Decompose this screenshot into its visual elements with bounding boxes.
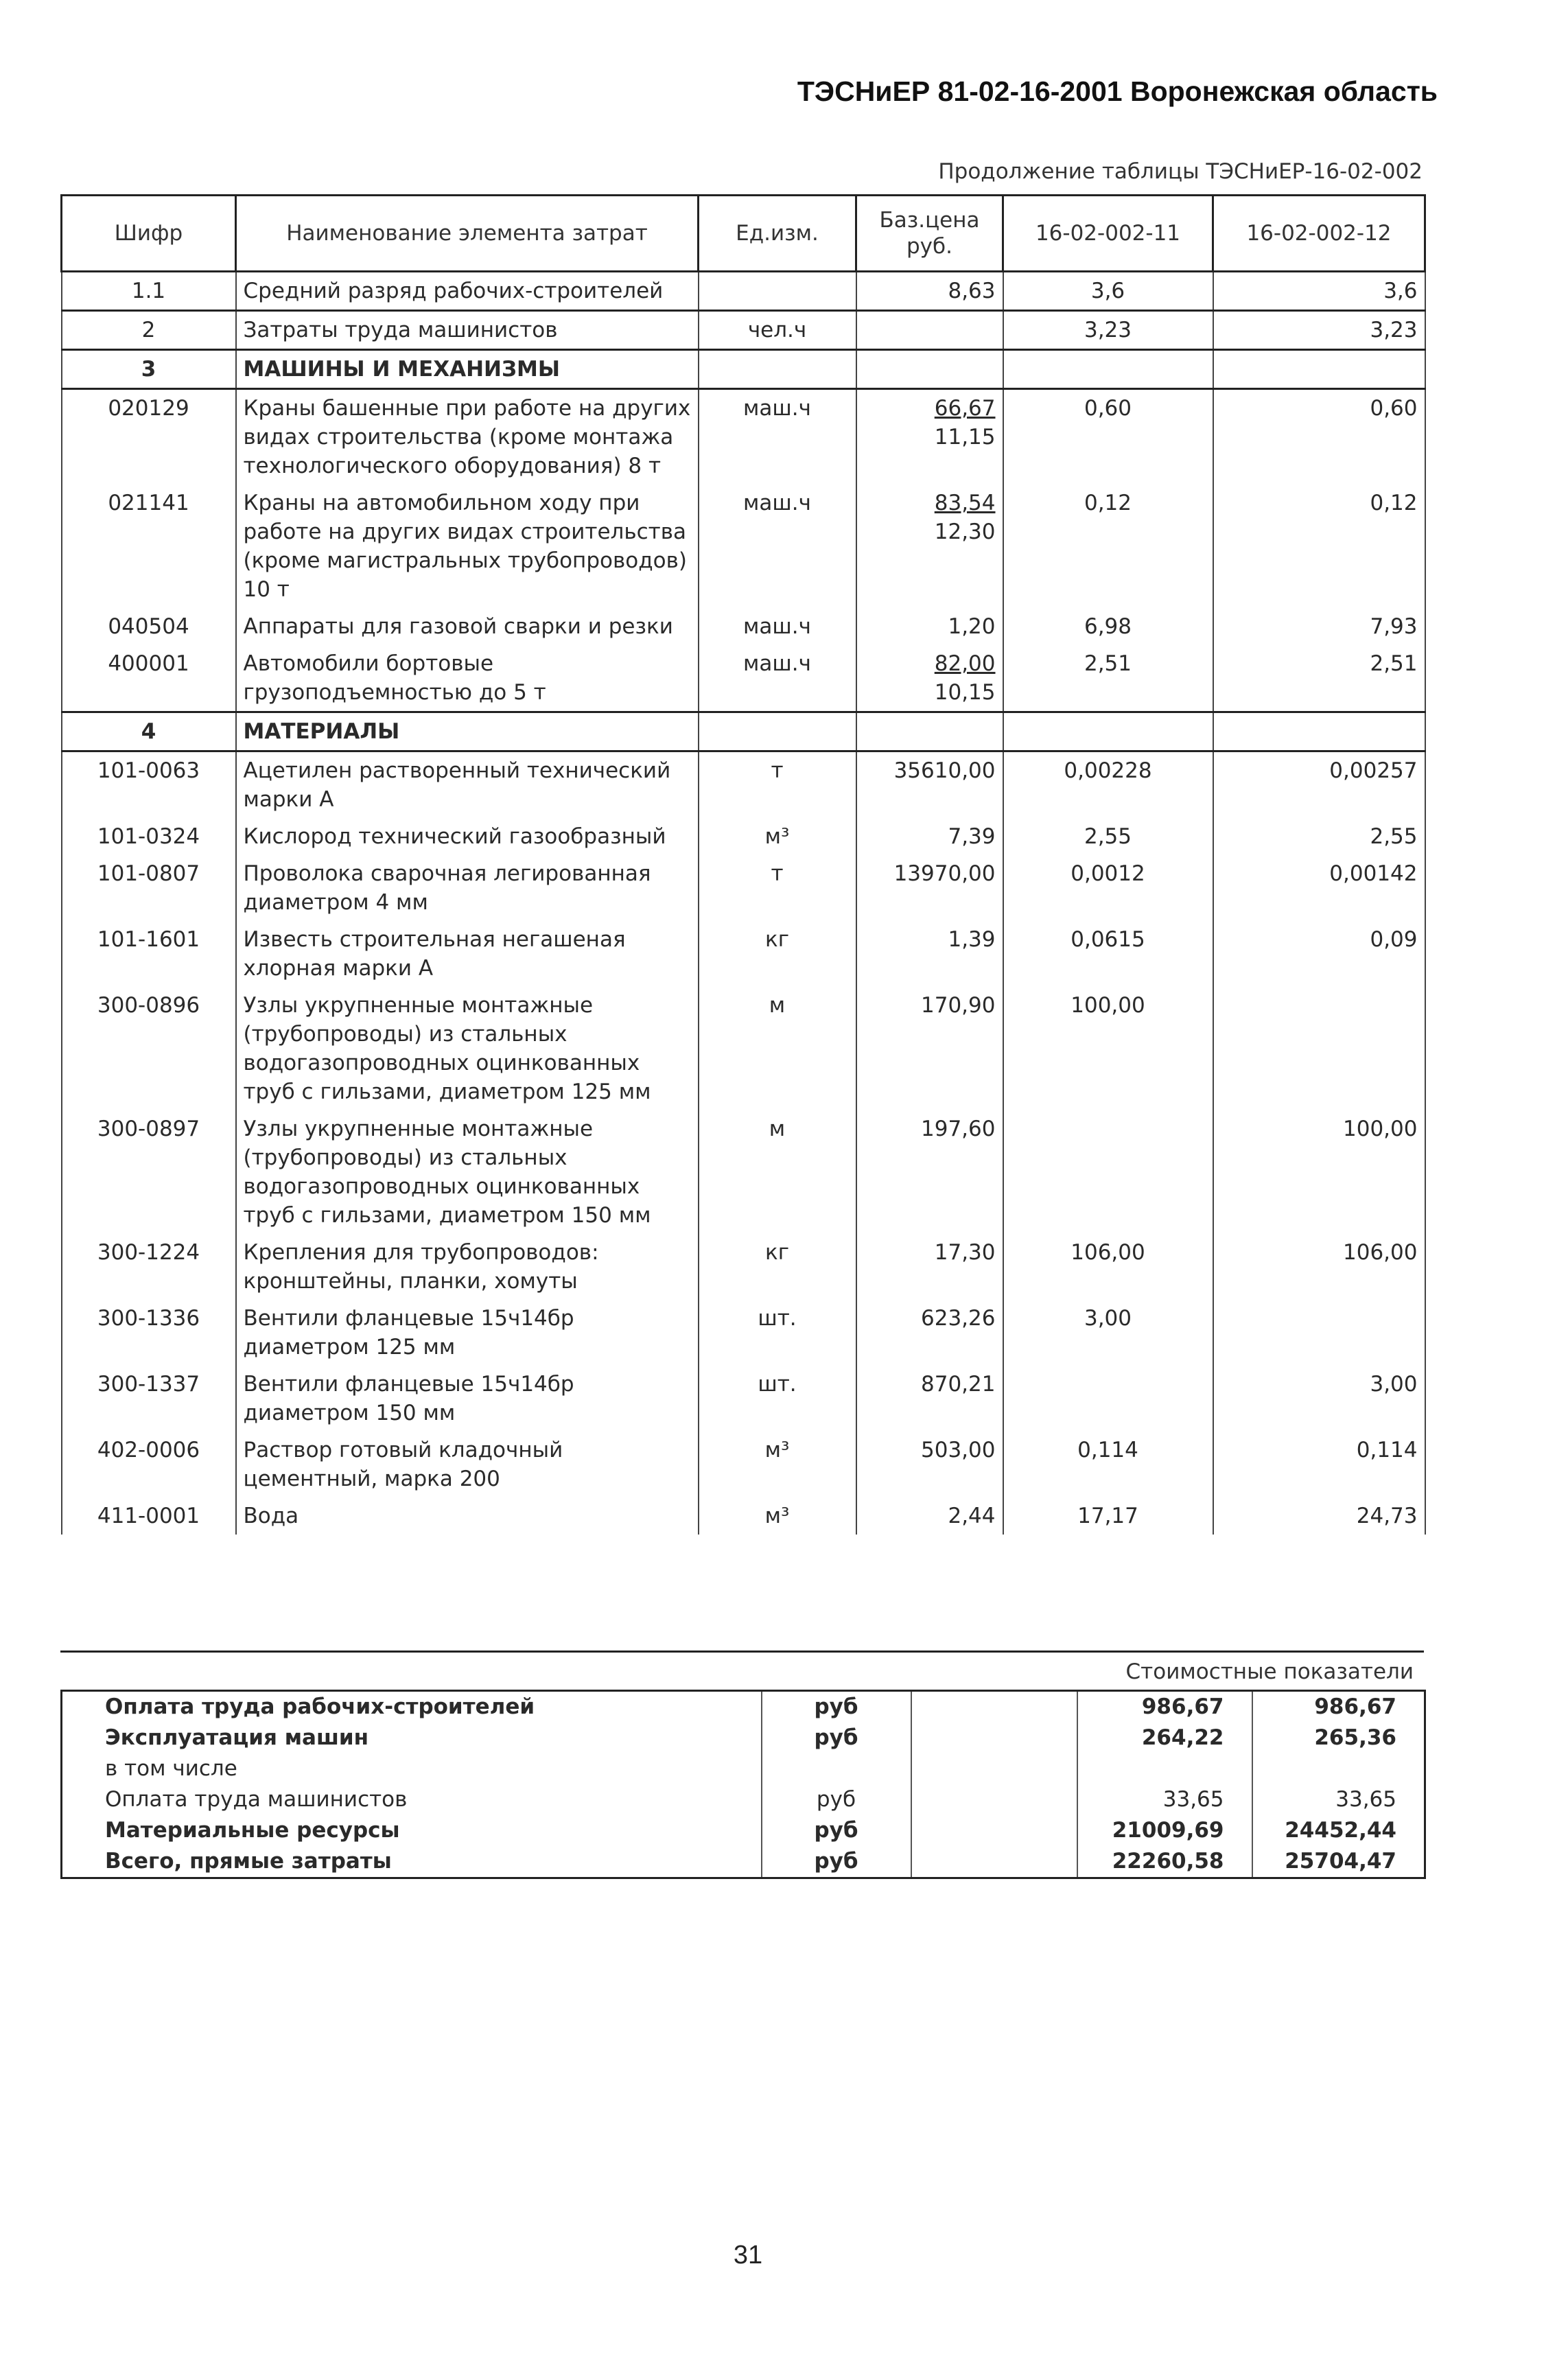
row-value-12 <box>1213 1300 1425 1366</box>
table-row <box>62 1497 1425 1535</box>
row-code: 101-0063 <box>62 751 236 819</box>
row-name: Вода <box>236 1497 699 1535</box>
row-code: 020129 <box>62 389 236 485</box>
row-unit: м <box>699 987 856 1110</box>
row-unit: маш.ч <box>699 389 856 485</box>
row-name: Краны башенные при работе на других видах строительства (кроме монтажа технологического оборудования) 8 т <box>236 389 699 485</box>
page-number: 31 <box>733 2241 763 2270</box>
row-price: 35610,00 <box>856 751 1003 819</box>
row-code: 101-1601 <box>62 921 236 987</box>
row-price: 8,63 <box>856 272 1003 311</box>
cost-value-11: 22260,58 <box>1077 1846 1252 1878</box>
cost-value-12: 265,36 <box>1252 1723 1425 1753</box>
table-row <box>62 645 1425 712</box>
cost-empty <box>911 1753 1077 1784</box>
row-name: Узлы укрупненные монтажные (трубопроводы) из стальных водогазопроводных оцинкованных труб с гильзами, диаметром 125 мм <box>236 987 699 1110</box>
row-value-12: 24,73 <box>1213 1497 1425 1535</box>
table-row <box>62 608 1425 645</box>
row-value-11: 0,0012 <box>1003 855 1213 921</box>
price-value: 82,00 <box>934 651 996 676</box>
row-value-11 <box>1003 350 1213 389</box>
cost-unit <box>762 1753 911 1784</box>
row-unit: маш.ч <box>699 485 856 608</box>
cost-value-11: 986,67 <box>1077 1691 1252 1723</box>
row-unit <box>699 272 856 311</box>
column-header-name: Наименование элемента затрат <box>236 196 699 272</box>
row-name: Проволока сварочная легированная диаметром 4 мм <box>236 855 699 921</box>
row-name: Ацетилен растворенный технический марки А <box>236 751 699 819</box>
column-header-price: Баз.цена руб. <box>856 196 1003 272</box>
row-value-12: 3,23 <box>1213 311 1425 350</box>
row-name: Известь строительная негашеная хлорная марки А <box>236 921 699 987</box>
row-code: 300-1224 <box>62 1234 236 1300</box>
cost-value-11: 264,22 <box>1077 1723 1252 1753</box>
row-code: 300-0896 <box>62 987 236 1110</box>
section-row <box>62 350 1425 389</box>
cost-label: Оплата труда рабочих-строителей <box>62 1691 762 1723</box>
row-price: 1,20 <box>856 608 1003 645</box>
row-code: 411-0001 <box>62 1497 236 1535</box>
row-value-12: 0,09 <box>1213 921 1425 987</box>
row-price: 503,00 <box>856 1432 1003 1497</box>
cost-label: Эксплуатация машин <box>62 1723 762 1753</box>
cost-unit: руб <box>762 1691 911 1723</box>
row-value-12: 3,00 <box>1213 1366 1425 1432</box>
row-code: 040504 <box>62 608 236 645</box>
row-name: Затраты труда машинистов <box>236 311 699 350</box>
table-row <box>62 751 1425 819</box>
cost-empty <box>911 1691 1077 1723</box>
row-name: МАТЕРИАЛЫ <box>236 712 699 751</box>
row-value-11: 0,60 <box>1003 389 1213 485</box>
row-name: Крепления для трубопроводов: кронштейны, планки, хомуты <box>236 1234 699 1300</box>
row-value-11: 0,00228 <box>1003 751 1213 819</box>
row-unit: шт. <box>699 1366 856 1432</box>
table-row <box>62 1366 1425 1432</box>
column-header-unit: Ед.изм. <box>699 196 856 272</box>
row-price <box>856 712 1003 751</box>
cost-value-12 <box>1252 1753 1425 1784</box>
row-price: 13970,00 <box>856 855 1003 921</box>
table-row <box>62 987 1425 1110</box>
row-code: 101-0324 <box>62 818 236 855</box>
row-price: 2,44 <box>856 1497 1003 1535</box>
row-name: Раствор готовый кладочный цементный, марка 200 <box>236 1432 699 1497</box>
row-value-11: 17,17 <box>1003 1497 1213 1535</box>
cost-row <box>62 1784 1425 1815</box>
row-price <box>856 645 1003 712</box>
row-name: Средний разряд рабочих-строителей <box>236 272 699 311</box>
row-name: Автомобили бортовые грузоподъемностью до 5 т <box>236 645 699 712</box>
row-price: 623,26 <box>856 1300 1003 1366</box>
row-value-12 <box>1213 987 1425 1110</box>
row-unit: шт. <box>699 1300 856 1366</box>
cost-value-12: 24452,44 <box>1252 1815 1425 1846</box>
row-code: 400001 <box>62 645 236 712</box>
row-code: 1.1 <box>62 272 236 311</box>
table-row <box>62 485 1425 608</box>
row-unit: чел.ч <box>699 311 856 350</box>
row-price <box>856 389 1003 485</box>
row-value-12: 0,00142 <box>1213 855 1425 921</box>
row-name: Узлы укрупненные монтажные (трубопроводы) из стальных водогазопроводных оцинкованных труб с гильзами, диаметром 150 мм <box>236 1110 699 1234</box>
cost-label: Всего, прямые затраты <box>62 1846 762 1878</box>
row-name: МАШИНЫ И МЕХАНИЗМЫ <box>236 350 699 389</box>
cost-section-divider <box>60 1651 1424 1653</box>
row-name: Кислород технический газообразный <box>236 818 699 855</box>
row-unit: т <box>699 855 856 921</box>
row-price: 7,39 <box>856 818 1003 855</box>
row-price: 870,21 <box>856 1366 1003 1432</box>
row-value-12: 0,60 <box>1213 389 1425 485</box>
table-row <box>62 1234 1425 1300</box>
row-value-12: 0,114 <box>1213 1432 1425 1497</box>
table-row <box>62 272 1425 311</box>
row-value-12: 2,55 <box>1213 818 1425 855</box>
row-value-12: 0,00257 <box>1213 751 1425 819</box>
cost-value-12: 33,65 <box>1252 1784 1425 1815</box>
column-header-norm-11: 16-02-002-11 <box>1003 196 1213 272</box>
table-continuation-caption: Продолжение таблицы ТЭСНиЕР-16-02-002 <box>938 159 1423 184</box>
row-value-12: 100,00 <box>1213 1110 1425 1234</box>
row-value-11: 3,6 <box>1003 272 1213 311</box>
row-unit: кг <box>699 921 856 987</box>
row-code: 2 <box>62 311 236 350</box>
row-value-11: 6,98 <box>1003 608 1213 645</box>
row-value-11 <box>1003 1110 1213 1234</box>
row-code: 3 <box>62 350 236 389</box>
row-value-11: 0,12 <box>1003 485 1213 608</box>
row-unit: м³ <box>699 1497 856 1535</box>
row-code: 402-0006 <box>62 1432 236 1497</box>
row-value-12: 106,00 <box>1213 1234 1425 1300</box>
row-price: 170,90 <box>856 987 1003 1110</box>
row-unit: кг <box>699 1234 856 1300</box>
row-name: Краны на автомобильном ходу при работе на других видах строительства (кроме магистральных трубопроводов) 10 т <box>236 485 699 608</box>
cost-unit: руб <box>762 1815 911 1846</box>
row-code: 300-1336 <box>62 1300 236 1366</box>
row-price: 1,39 <box>856 921 1003 987</box>
row-unit: м <box>699 1110 856 1234</box>
row-unit: маш.ч <box>699 608 856 645</box>
table-row <box>62 855 1425 921</box>
price-value: 66,67 <box>934 396 996 421</box>
row-name: Вентили фланцевые 15ч14бр диаметром 150 мм <box>236 1366 699 1432</box>
row-value-12: 0,12 <box>1213 485 1425 608</box>
row-value-12 <box>1213 350 1425 389</box>
cost-value-11: 21009,69 <box>1077 1815 1252 1846</box>
row-name: Аппараты для газовой сварки и резки <box>236 608 699 645</box>
row-price: 197,60 <box>856 1110 1003 1234</box>
row-unit: т <box>699 751 856 819</box>
document-title: ТЭСНиЕР 81-02-16-2001 Воронежская область <box>797 75 1438 107</box>
row-price <box>856 485 1003 608</box>
cost-unit: руб <box>762 1723 911 1753</box>
cost-row <box>62 1846 1425 1878</box>
row-price <box>856 350 1003 389</box>
row-value-11: 100,00 <box>1003 987 1213 1110</box>
row-unit <box>699 712 856 751</box>
cost-row <box>62 1723 1425 1753</box>
section-row <box>62 712 1425 751</box>
cost-row <box>62 1815 1425 1846</box>
cost-unit: руб <box>762 1784 911 1815</box>
cost-indicators-heading: Стоимостные показатели <box>1125 1659 1414 1684</box>
row-value-11: 3,23 <box>1003 311 1213 350</box>
cost-empty <box>911 1846 1077 1878</box>
row-value-11: 2,51 <box>1003 645 1213 712</box>
cost-unit: руб <box>762 1846 911 1878</box>
row-value-11: 106,00 <box>1003 1234 1213 1300</box>
row-unit: м³ <box>699 818 856 855</box>
row-value-12: 3,6 <box>1213 272 1425 311</box>
table-row <box>62 921 1425 987</box>
table-row <box>62 1300 1425 1366</box>
row-unit: маш.ч <box>699 645 856 712</box>
cost-value-11 <box>1077 1753 1252 1784</box>
row-value-12: 7,93 <box>1213 608 1425 645</box>
row-value-11: 0,0615 <box>1003 921 1213 987</box>
resources-table <box>60 194 1426 1535</box>
cost-empty <box>911 1815 1077 1846</box>
cost-indicators-table <box>60 1690 1426 1879</box>
cost-label: Материальные ресурсы <box>62 1815 762 1846</box>
row-name: Вентили фланцевые 15ч14бр диаметром 125 мм <box>236 1300 699 1366</box>
cost-value-12: 986,67 <box>1252 1691 1425 1723</box>
cost-row <box>62 1753 1425 1784</box>
cost-empty <box>911 1723 1077 1753</box>
row-value-11: 2,55 <box>1003 818 1213 855</box>
cost-label: в том числе <box>62 1753 762 1784</box>
operator-wage-value: 10,15 <box>934 680 996 705</box>
price-value: 83,54 <box>934 491 996 515</box>
table-row <box>62 389 1425 485</box>
row-value-11: 0,114 <box>1003 1432 1213 1497</box>
row-code: 300-1337 <box>62 1366 236 1432</box>
row-value-12 <box>1213 712 1425 751</box>
row-price: 17,30 <box>856 1234 1003 1300</box>
row-code: 300-0897 <box>62 1110 236 1234</box>
table-row <box>62 311 1425 350</box>
row-value-11: 3,00 <box>1003 1300 1213 1366</box>
table-row <box>62 818 1425 855</box>
row-value-11 <box>1003 1366 1213 1432</box>
column-header-norm-12: 16-02-002-12 <box>1213 196 1425 272</box>
row-unit: м³ <box>699 1432 856 1497</box>
cost-empty <box>911 1784 1077 1815</box>
row-unit <box>699 350 856 389</box>
table-row <box>62 1432 1425 1497</box>
row-value-11 <box>1003 712 1213 751</box>
row-value-12: 2,51 <box>1213 645 1425 712</box>
table-row <box>62 1110 1425 1234</box>
row-code: 021141 <box>62 485 236 608</box>
cost-value-12: 25704,47 <box>1252 1846 1425 1878</box>
table-header-row <box>62 196 1425 272</box>
operator-wage-value: 12,30 <box>934 520 996 544</box>
row-price <box>856 311 1003 350</box>
cost-label: Оплата труда машинистов <box>62 1784 762 1815</box>
cost-value-11: 33,65 <box>1077 1784 1252 1815</box>
column-header-code: Шифр <box>62 196 236 272</box>
operator-wage-value: 11,15 <box>934 425 996 450</box>
row-code: 4 <box>62 712 236 751</box>
row-code: 101-0807 <box>62 855 236 921</box>
cost-row <box>62 1691 1425 1723</box>
